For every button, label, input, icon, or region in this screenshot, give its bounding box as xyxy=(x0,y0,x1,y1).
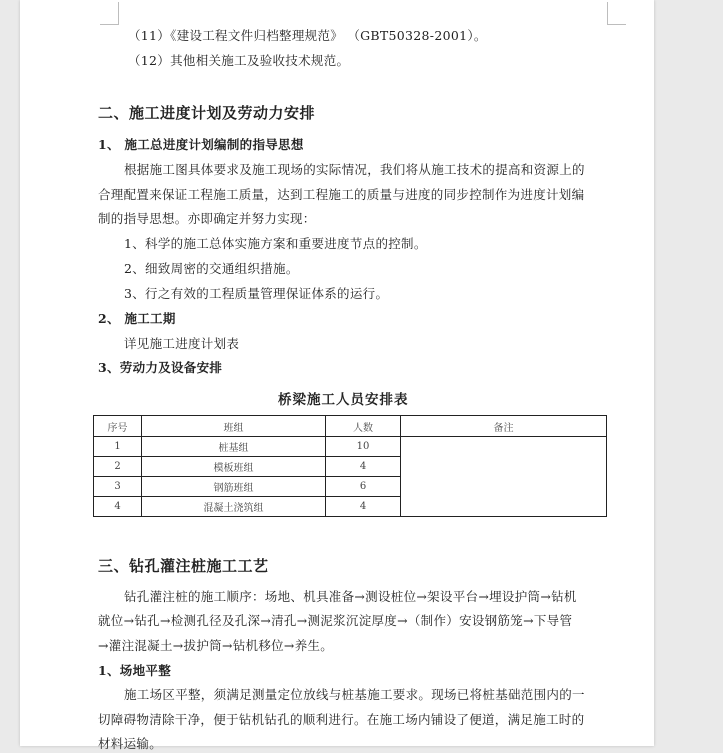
subsection-heading: 3、劳动力及设备安排 xyxy=(98,360,223,375)
table-cell: 模板班组 xyxy=(142,457,326,477)
table-cell: 2 xyxy=(94,457,142,477)
section-heading: 三、钻孔灌注桩施工工艺 xyxy=(98,557,269,575)
paragraph-line: 就位→钻孔→检测孔径及孔深→清孔→测泥浆沉淀厚度→（制作）安设钢筋笼→下导管 xyxy=(98,613,573,628)
list-item: 2、细致周密的交通组织措施。 xyxy=(124,261,299,276)
staff-table xyxy=(93,415,607,517)
subsection-heading: 1、 施工总进度计划编制的指导思想 xyxy=(98,137,304,152)
table-cell: 4 xyxy=(326,457,401,477)
table-row xyxy=(94,437,607,457)
table-header-cell: 班组 xyxy=(142,416,326,437)
paragraph-line: 详见施工进度计划表 xyxy=(124,336,240,351)
table-cell: 10 xyxy=(326,437,401,457)
paragraph-line: 材料运输。 xyxy=(98,736,163,751)
table-remark-cell xyxy=(401,437,607,517)
section-heading: 二、施工进度计划及劳动力安排 xyxy=(98,104,316,122)
scrollbar-track[interactable] xyxy=(668,0,723,746)
table-cell: 3 xyxy=(94,477,142,497)
paragraph-line: 施工场区平整，须满足测量定位放线与桩基施工要求。现场已将桩基础范围内的一 xyxy=(124,687,585,702)
table-cell: 4 xyxy=(326,497,401,517)
table-cell: 钢筋班组 xyxy=(142,477,326,497)
paragraph-line: （11）《建设工程文件归档整理规范》 （GBT50328-2001）。 xyxy=(128,28,487,43)
paragraph-line: 钻孔灌注桩的施工顺序：场地、机具准备→测设桩位→架设平台→埋设护筒→钻机 xyxy=(124,589,577,604)
paragraph-line: 合理配置来保证工程施工质量，达到工程施工的质量与进度的同步控制作为进度计划编 xyxy=(98,187,585,202)
table-cell: 6 xyxy=(326,477,401,497)
page-corner-mark xyxy=(607,2,626,25)
table-header-row xyxy=(94,416,607,437)
table-header-cell: 备注 xyxy=(401,416,607,437)
table-title: 桥梁施工人员安排表 xyxy=(278,392,409,408)
page-corner-mark xyxy=(100,2,119,25)
table-cell: 1 xyxy=(94,437,142,457)
table-cell: 4 xyxy=(94,497,142,517)
table-cell: 混凝土浇筑组 xyxy=(142,497,326,517)
paragraph-line: 根据施工图具体要求及施工现场的实际情况，我们将从施工技术的提高和资源上的 xyxy=(124,162,585,177)
paragraph-line: （12）其他相关施工及验收技术规范。 xyxy=(128,53,350,68)
list-item: 3、行之有效的工程质量管理保证体系的运行。 xyxy=(124,286,389,301)
paragraph-line: 切障碍物清除干净，便于钻机钻孔的顺利进行。在施工场内铺设了便道，满足施工时的 xyxy=(98,712,585,727)
list-item: 1、科学的施工总体实施方案和重要进度节点的控制。 xyxy=(124,236,427,251)
table-header-cell: 序号 xyxy=(94,416,142,437)
paragraph-line: 制的指导思想。亦即确定并努力实现： xyxy=(98,211,316,226)
paragraph-line: →灌注混凝土→拔护筒→钻机移位→养生。 xyxy=(98,638,334,653)
table-header-cell: 人数 xyxy=(326,416,401,437)
subsection-heading: 2、 施工工期 xyxy=(98,311,176,326)
subsection-heading: 1、场地平整 xyxy=(98,663,171,678)
table-cell: 桩基组 xyxy=(142,437,326,457)
document-page xyxy=(20,0,654,751)
